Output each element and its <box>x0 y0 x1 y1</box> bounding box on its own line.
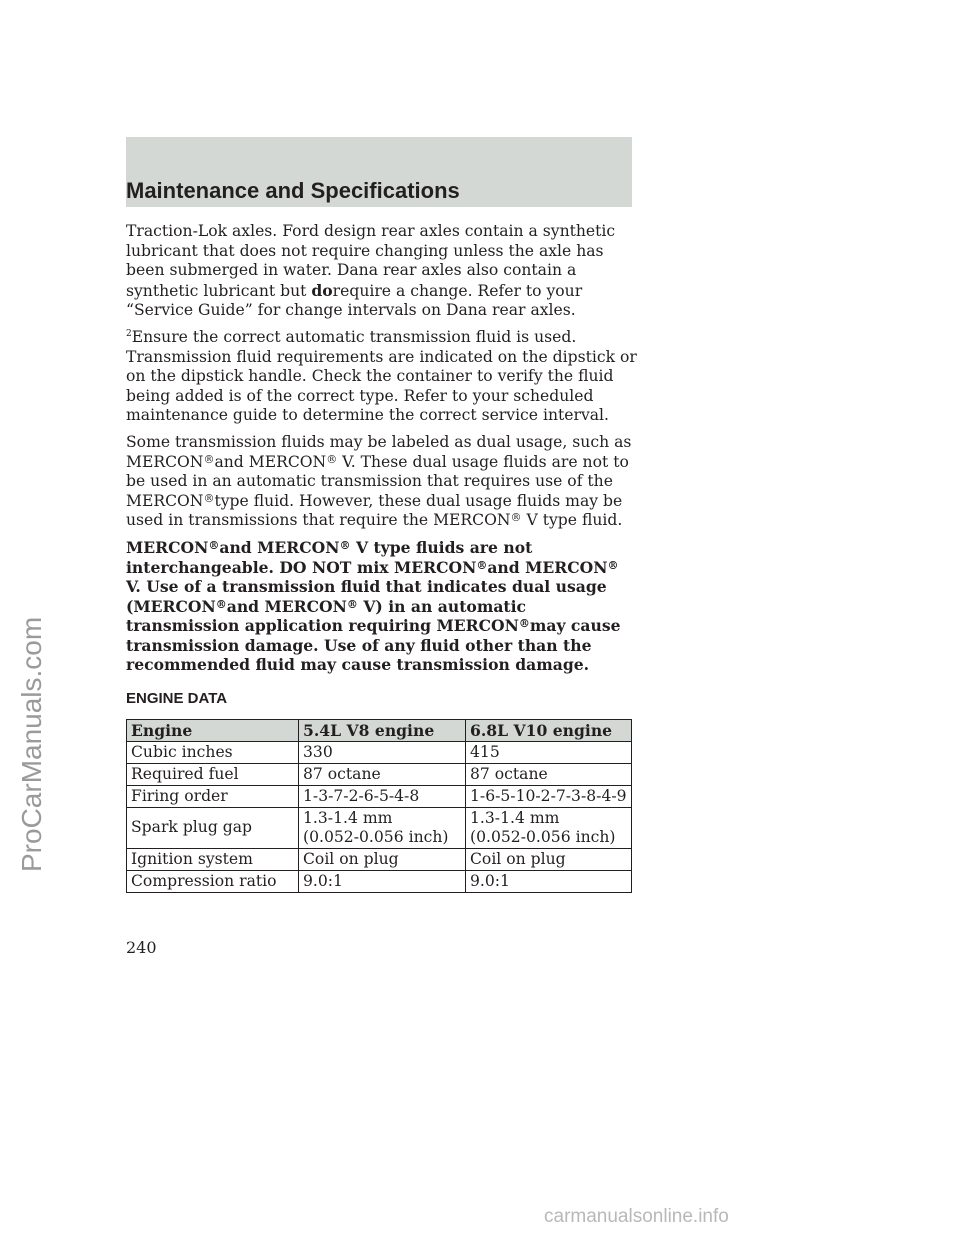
registered-mark: ® <box>203 452 215 466</box>
v10-value: 1-6-5-10-2-7-3-8-4-9 <box>466 785 632 807</box>
footer-watermark: carmanualsonline.info <box>544 1206 729 1227</box>
footnote-marker: 2 <box>126 328 132 339</box>
v8-value: 330 <box>299 741 466 763</box>
row-label: Ignition system <box>127 848 299 870</box>
v10-value: Coil on plug <box>466 848 632 870</box>
row-label: Spark plug gap <box>127 807 299 848</box>
row-label: Compression ratio <box>127 870 299 892</box>
column-header: Engine <box>127 719 299 741</box>
registered-mark: ® <box>339 538 351 552</box>
registered-mark: ® <box>326 452 338 466</box>
registered-mark: ® <box>518 617 530 631</box>
v8-value: 1-3-7-2-6-5-4-8 <box>299 785 466 807</box>
registered-mark: ® <box>215 597 227 611</box>
row-label: Firing order <box>127 785 299 807</box>
registered-mark: ® <box>203 491 215 505</box>
registered-mark: ® <box>607 558 619 572</box>
registered-mark: ® <box>476 558 488 572</box>
table-header-row <box>127 719 632 741</box>
row-label: Required fuel <box>127 763 299 785</box>
paragraph-warning: MERCON®and MERCON® V type fluids are not interchangeable. DO NOT mix MERCON®and MERCON® V. Use of a transmission fluid that indicates dual usage (MERCON®and MERCON® V) in an automatic transmission application requiring MERCON®may cause transmission damage. Use of any fluid other than the recommended fluid may cause transmission damage. <box>126 537 621 675</box>
body-text <box>126 222 638 893</box>
v8-value: 87 octane <box>299 763 466 785</box>
page-number: 240 <box>126 938 157 957</box>
paragraph-axles: Traction-Lok axles. Ford design rear axles contain a synthetic lubricant that does not require changing unless the axle has been submerged in water. Dana rear axles also contain a synthetic lubricant but dorequire a change. Refer to your “Service Guide” for change intervals on Dana rear axles. <box>126 222 616 320</box>
v10-value: 9.0:1 <box>466 870 632 892</box>
paragraph-transmission-fluid: $^2$Ensure the correct automatic transmission fluid is used. Transmission fluid requirements are indicated on the dipstick or on the dipstick handle. Check the container to verify the fluid being added is of the correct type. Refer to your scheduled maintenance guide to determine the correct service interval. <box>126 327 637 425</box>
section-title: Maintenance and Specifications <box>126 178 460 203</box>
registered-mark: ® <box>510 511 522 525</box>
v8-value: 9.0:1 <box>299 870 466 892</box>
table-row <box>127 848 632 870</box>
v8-value: 1.3-1.4 mm (0.052-0.056 inch) <box>299 807 466 848</box>
column-header: 5.4L V8 engine <box>299 719 466 741</box>
table-row <box>127 870 632 892</box>
side-watermark: ProCarManuals.com <box>16 616 47 872</box>
row-label: Cubic inches <box>127 741 299 763</box>
registered-mark: ® <box>208 538 220 552</box>
column-header: 6.8L V10 engine <box>466 719 632 741</box>
v10-value: 415 <box>466 741 632 763</box>
engine-data-heading: ENGINE DATA <box>126 690 228 708</box>
engine-data-table <box>126 719 632 893</box>
registered-mark: ® <box>346 597 358 611</box>
v10-value: 87 octane <box>466 763 632 785</box>
table-row <box>127 785 632 807</box>
table-row <box>127 763 632 785</box>
paragraph-dual-usage: Some transmission fluids may be labeled as dual usage, such as MERCON®and MERCON® V. These dual usage fluids are not to be used in an automatic transmission that requires use of the MERCON®type fluid. However, these dual usage fluids may be used in transmissions that require the MERCON® V type fluid. <box>126 432 632 530</box>
table-row <box>127 741 632 763</box>
table-row <box>127 807 632 848</box>
v8-value: Coil on plug <box>299 848 466 870</box>
v10-value: 1.3-1.4 mm (0.052-0.056 inch) <box>466 807 632 848</box>
